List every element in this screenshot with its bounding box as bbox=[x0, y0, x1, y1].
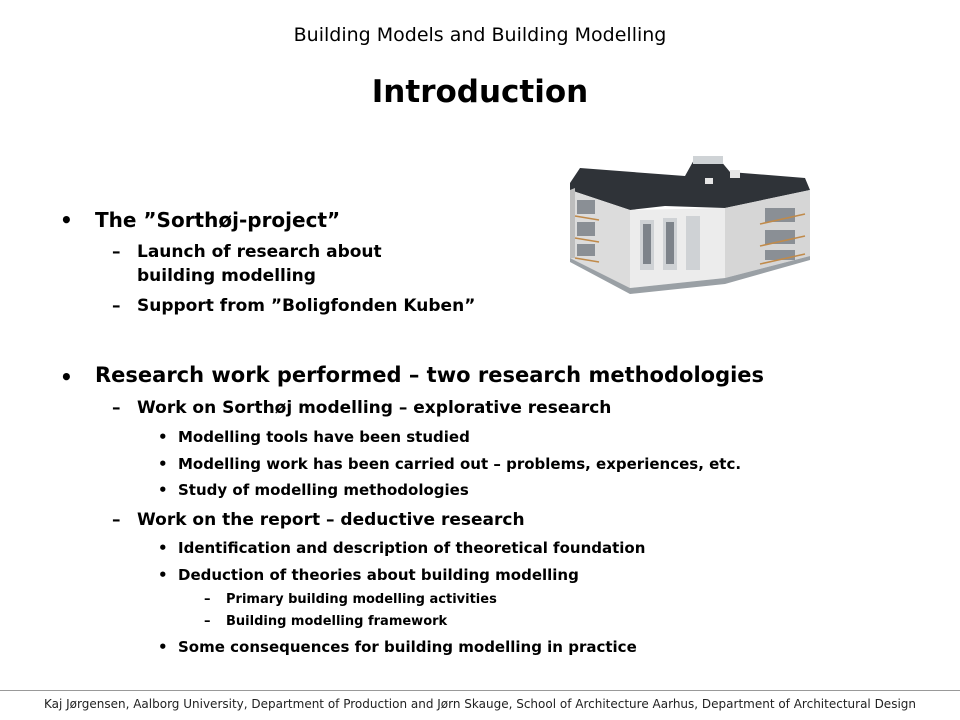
dash-icon: – bbox=[112, 398, 121, 418]
sub-bullet-launch: Launch of research about bbox=[137, 242, 382, 262]
bullet-icon: • bbox=[158, 566, 168, 584]
item-consequences: Some consequences for building modelling in practice bbox=[178, 638, 637, 656]
subitem-primary-activities: Primary building modelling activities bbox=[226, 592, 497, 607]
slide-header: Building Models and Building Modelling bbox=[293, 24, 667, 46]
dash-icon: – bbox=[112, 510, 121, 530]
bullet-icon: • bbox=[158, 539, 168, 557]
bullet-icon: • bbox=[158, 481, 168, 499]
item-modelling-work: Modelling work has been carried out – problems, experiences, etc. bbox=[178, 455, 742, 473]
bullet-icon: • bbox=[158, 638, 168, 656]
sub-bullet-deductive: Work on the report – deductive research bbox=[137, 510, 525, 530]
footer-divider bbox=[0, 690, 960, 691]
dash-icon: – bbox=[204, 592, 211, 607]
subitem-framework: Building modelling framework bbox=[226, 614, 448, 629]
item-modelling-tools: Modelling tools have been studied bbox=[178, 428, 470, 446]
dash-icon: – bbox=[112, 296, 121, 316]
bullet-icon: • bbox=[60, 365, 73, 389]
slide-footer: Kaj Jørgensen, Aalborg University, Department of Production and Jørn Skauge, School of Architecture Aarhus, Department of Architectural Design bbox=[43, 697, 916, 711]
dash-icon: – bbox=[112, 242, 121, 262]
slide-title: Introduction bbox=[371, 74, 589, 110]
item-deduction: Deduction of theories about building modelling bbox=[178, 566, 579, 584]
building-model-image bbox=[555, 128, 815, 300]
item-identification: Identification and description of theoretical foundation bbox=[178, 539, 646, 557]
sub-bullet-explorative: Work on Sorthøj modelling – explorative research bbox=[137, 398, 612, 418]
bullet-icon: • bbox=[158, 455, 168, 473]
sub-bullet-launch-cont: building modelling bbox=[137, 266, 316, 286]
sub-bullet-support: Support from ”Boligfonden Kuben” bbox=[137, 296, 476, 316]
bullet-sorthoj-project: The ”Sorthøj-project” bbox=[95, 208, 341, 232]
bullet-research-work: Research work performed – two research methodologies bbox=[95, 363, 765, 387]
bullet-icon: • bbox=[158, 428, 168, 446]
dash-icon: – bbox=[204, 614, 211, 629]
bullet-icon: • bbox=[60, 208, 73, 232]
item-methodologies: Study of modelling methodologies bbox=[178, 481, 469, 499]
